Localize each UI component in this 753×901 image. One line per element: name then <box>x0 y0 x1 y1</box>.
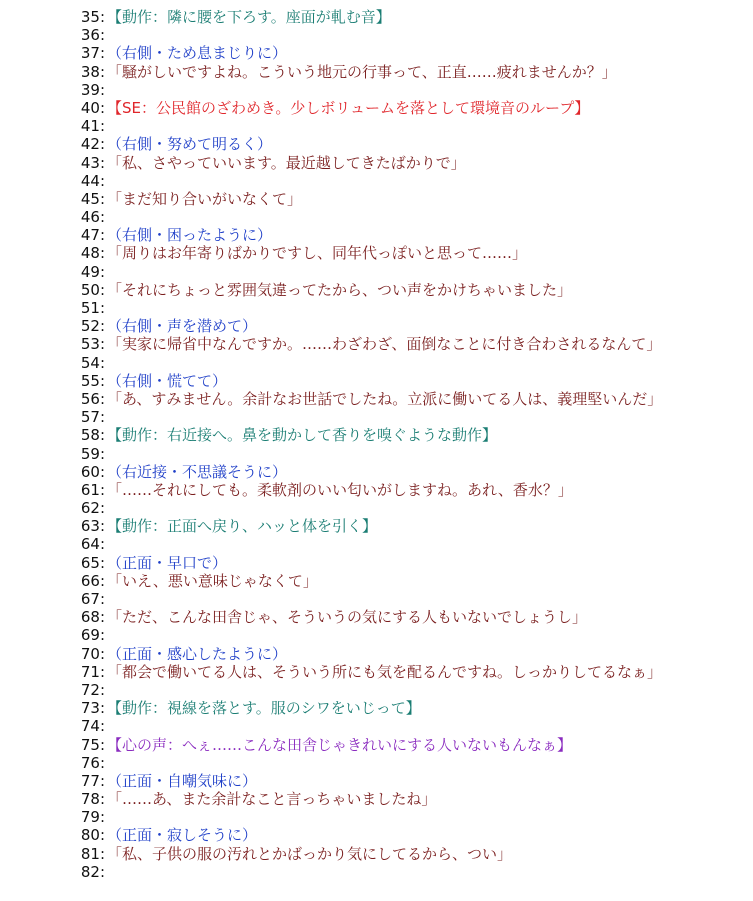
script-line <box>0 863 753 881</box>
line-text-direction: （右側・困ったように） <box>107 226 273 245</box>
script-line <box>0 845 753 863</box>
line-text-direction: （正面・感心したように） <box>107 644 288 663</box>
script-line <box>0 354 753 372</box>
line-number: 55: <box>80 371 105 390</box>
line-number: 70: <box>80 644 105 663</box>
line-number: 42: <box>80 135 105 154</box>
script-line <box>0 826 753 844</box>
line-text-blank <box>105 172 107 190</box>
line-text-action: 【動作：右近接へ。鼻を動かして香りを嗅ぐような動作】 <box>107 426 498 445</box>
line-number: 38: <box>80 62 105 81</box>
line-text-dialogue: 「私、さやっていいます。最近越してきたばかりで」 <box>107 153 466 172</box>
line-number: 35: <box>80 8 105 26</box>
script-line <box>0 772 753 790</box>
script-line <box>0 717 753 735</box>
line-number: 80: <box>80 826 105 845</box>
line-text-dialogue: 「都会で働いてる人は、そういう所にも気を配るんですね。しっかりしてるなぁ」 <box>107 662 663 681</box>
script-line <box>0 117 753 135</box>
script-line <box>0 590 753 608</box>
script-line <box>0 99 753 117</box>
line-number: 60: <box>80 462 105 481</box>
line-text-action: 【動作：隣に腰を下ろす。座面が軋む音】 <box>107 8 391 26</box>
script-line <box>0 335 753 353</box>
script-line <box>0 645 753 663</box>
script-line <box>0 754 753 772</box>
script-line <box>0 299 753 317</box>
line-text-action: 【動作：視線を落とす。服のシワをいじって】 <box>107 699 421 718</box>
line-number: 82: <box>80 862 105 881</box>
script-line <box>0 190 753 208</box>
line-text-dialogue: 「騒がしいですよね。こういう地元の行事って、正直……疲れませんか？」 <box>107 62 617 81</box>
script-line <box>0 790 753 808</box>
line-number: 65: <box>80 553 105 572</box>
line-text-direction: （右近接・不思議そうに） <box>107 462 288 481</box>
script-line <box>0 699 753 717</box>
line-number: 50: <box>80 280 105 299</box>
line-text-direction: （正面・自嘲気味に） <box>107 771 258 790</box>
script-line <box>0 663 753 681</box>
line-text-dialogue: 「……あ、また余計なこと言っちゃいましたね」 <box>107 790 437 809</box>
line-text-direction: （右側・ため息まじりに） <box>107 44 288 63</box>
line-number: 41: <box>80 117 105 136</box>
line-number: 48: <box>80 244 105 263</box>
line-number: 37: <box>80 44 105 63</box>
script-line <box>0 8 753 26</box>
line-number: 74: <box>80 717 105 736</box>
line-number: 45: <box>80 189 105 208</box>
line-number: 67: <box>80 590 105 608</box>
script-line <box>0 481 753 499</box>
line-text-blank <box>105 863 107 881</box>
line-number: 54: <box>80 353 105 372</box>
script-line <box>0 426 753 444</box>
line-number: 81: <box>80 844 105 863</box>
line-text-blank <box>105 299 107 317</box>
line-text-dialogue: 「……それにしても。柔軟剤のいい匂いがしますね。あれ、香水？」 <box>107 480 573 499</box>
line-number: 36: <box>80 26 105 45</box>
line-text-blank <box>105 81 107 99</box>
line-text-action: 【動作：正面へ戻り、ハッと体を引く】 <box>107 517 378 536</box>
script-line <box>0 281 753 299</box>
line-text-blank <box>105 754 107 772</box>
line-text-blank <box>105 808 107 826</box>
line-text-direction: （正面・早口で） <box>107 553 228 572</box>
line-text-dialogue: 「あ、すみません。余計なお世話でしたね。立派に働いてる人は、義理堅いんだ」 <box>107 389 663 408</box>
script-line <box>0 626 753 644</box>
script-line <box>0 535 753 553</box>
line-number: 79: <box>80 808 105 827</box>
line-number: 71: <box>80 662 105 681</box>
line-number: 61: <box>80 480 105 499</box>
line-number: 73: <box>80 699 105 718</box>
line-number: 78: <box>80 790 105 809</box>
script-line <box>0 244 753 262</box>
script-line <box>0 408 753 426</box>
line-text-blank <box>105 354 107 372</box>
line-text-blank <box>105 117 107 135</box>
line-text-dialogue: 「それにちょっと雰囲気違ってたから、つい声をかけちゃいました」 <box>107 280 573 299</box>
script-line <box>0 608 753 626</box>
line-text-blank <box>105 681 107 699</box>
line-text-dialogue: 「いえ、悪い意味じゃなくて」 <box>107 571 318 590</box>
line-text-direction: （正面・寂しそうに） <box>107 826 258 845</box>
line-text-direction: （右側・慌てて） <box>107 371 228 390</box>
line-text-blank <box>105 408 107 426</box>
line-number: 51: <box>80 299 105 317</box>
line-text-dialogue: 「ただ、こんな田舎じゃ、そういうの気にする人もいないでしょうし」 <box>107 608 588 627</box>
script-line <box>0 172 753 190</box>
line-text-dialogue: 「実家に帰省中なんですか。……わざわざ、面倒なことに付き合わされるなんて」 <box>107 335 662 354</box>
line-text-dialogue: 「私、子供の服の汚れとかばっかり気にしてるから、つい」 <box>107 844 513 863</box>
line-text-dialogue: 「まだ知り合いがいなくて」 <box>107 189 303 208</box>
line-text-blank <box>105 590 107 608</box>
line-text-blank <box>105 535 107 553</box>
line-number: 72: <box>80 680 105 699</box>
line-number: 43: <box>80 153 105 172</box>
line-number: 44: <box>80 171 105 190</box>
line-number: 39: <box>80 80 105 99</box>
line-text-blank <box>105 626 107 644</box>
line-number: 63: <box>80 517 105 536</box>
line-number: 59: <box>80 444 105 463</box>
script-line <box>0 572 753 590</box>
script-line <box>0 135 753 153</box>
script-line <box>0 263 753 281</box>
script-line <box>0 517 753 535</box>
line-number: 40: <box>80 98 105 117</box>
line-number: 68: <box>80 608 105 627</box>
line-number: 46: <box>80 208 105 227</box>
line-text-blank <box>105 26 107 44</box>
line-number: 57: <box>80 408 105 427</box>
script-line <box>0 226 753 244</box>
line-text-blank <box>105 263 107 281</box>
line-number: 69: <box>80 626 105 645</box>
script-line <box>0 681 753 699</box>
line-number: 66: <box>80 571 105 590</box>
line-number: 64: <box>80 535 105 554</box>
script-line <box>0 154 753 172</box>
script-line <box>0 372 753 390</box>
script-line <box>0 736 753 754</box>
script-line <box>0 44 753 62</box>
script-line <box>0 499 753 517</box>
script-line <box>0 463 753 481</box>
line-text-blank <box>105 208 107 226</box>
script-document <box>0 8 753 881</box>
script-line <box>0 554 753 572</box>
line-text-se: 【SE：公民館のざわめき。少しボリュームを落として環境音のループ】 <box>107 98 590 117</box>
script-line <box>0 81 753 99</box>
line-number: 76: <box>80 753 105 772</box>
line-number: 62: <box>80 499 105 518</box>
script-line <box>0 317 753 335</box>
script-line <box>0 808 753 826</box>
line-number: 77: <box>80 771 105 790</box>
line-text-direction: （右側・声を潜めて） <box>107 317 258 336</box>
line-text-direction: （右側・努めて明るく） <box>107 135 273 154</box>
line-number: 47: <box>80 226 105 245</box>
line-text-blank <box>105 717 107 735</box>
line-text-blank <box>105 499 107 517</box>
line-number: 75: <box>80 735 105 754</box>
line-number: 52: <box>80 317 105 336</box>
script-line <box>0 445 753 463</box>
script-line <box>0 390 753 408</box>
line-text-inner: 【心の声：へぇ……こんな田舎じゃきれいにする人いないもんなぁ】 <box>107 735 573 754</box>
line-number: 58: <box>80 426 105 445</box>
script-line <box>0 26 753 44</box>
line-number: 56: <box>80 389 105 408</box>
line-number: 49: <box>80 262 105 281</box>
line-text-dialogue: 「周りはお年寄りばかりですし、同年代っぽいと思って……」 <box>107 244 528 263</box>
script-line <box>0 208 753 226</box>
line-number: 53: <box>80 335 105 354</box>
line-text-blank <box>105 445 107 463</box>
script-line <box>0 63 753 81</box>
